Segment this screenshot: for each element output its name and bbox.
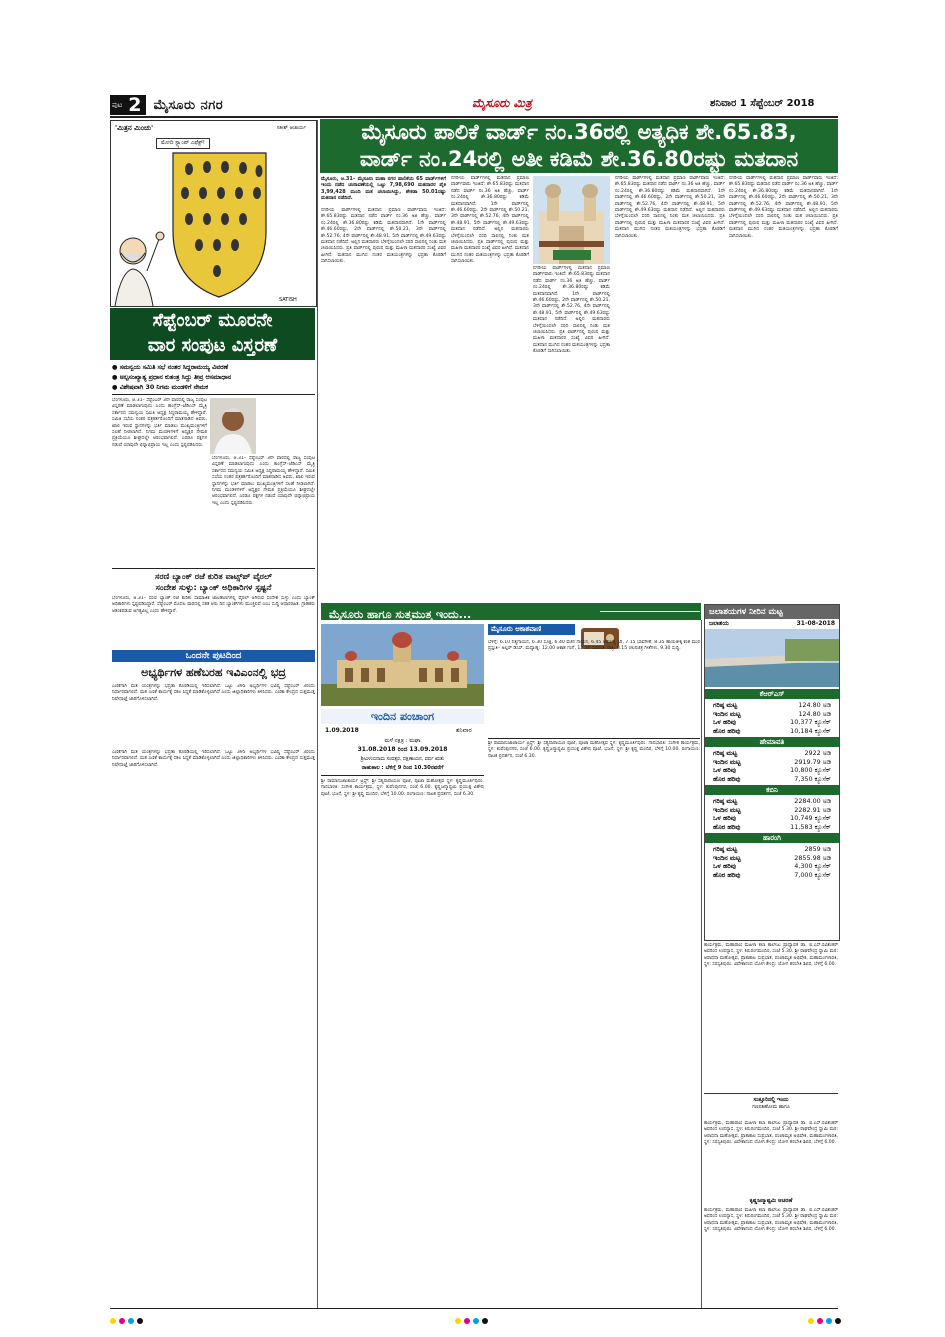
- events-col-1: ಶ್ರೀ ರಾಮಾನುಜಾಚಾರ್ಯ ಟ್ರಸ್ಟ್: ಶ್ರೀ ಸತ್ಯನಾರಾಯಣ ಪೂಜೆ, ಪೂಜಾ ಮಹೋತ್ಸವ ಸ್ಥಳ: ಕೃಷ್ಣಮೂರ್ತಿಪುರಂ. ಗಾನಭಾರತಿ: ಸಂಗೀತ ಕಾರ್ಯಕ್ರಮ, ಸ್ಥಳ: ಕುವೆಂಪುನಗರ, ಸಂಜೆ 6.00. ಕೃಷ್ಣಜನ್ಮಾಷ್ಟಮಿ ಪ್ರಯುಕ್ತ ವಿಶೇಷ ಪೂಜೆ, ಭಜನೆ, ಸ್ಥಳ: ಶ್ರೀ ಕೃಷ್ಣ ಮಂದಿರ, ಬೆಳಿಗ್ಗೆ 10.00. ರಂಗಾಯಣ: ನಾಟಕ ಪ್ರದರ್ಶನ, ಸಂಜೆ 6.30.: [321, 779, 484, 797]
- registration-marks-center: [455, 1318, 488, 1324]
- dam-row-label: ಒಳ ಹರಿವು: [713, 862, 737, 870]
- dam-row-label: ಇಂದಿನ ಮಟ್ಟ: [713, 757, 741, 766]
- cabinet-bullet-text: ಅಲ್ಪಸಂಖ್ಯಾತ್ಯ ಪ್ರಧಾನ ಕುತಂತ್ರ ಸಿದ್ದು ತೀವ್ರ ಆಸಮಾಧಾನ: [119, 374, 232, 381]
- dam-row-value: 4,300 ಕ್ಯೂಸೆಕ್: [794, 862, 831, 870]
- janmashtami-line: ಕೃಷ್ಣಜನ್ಮಾಷ್ಟಮಿ ಆಚರಣೆ: [749, 1198, 793, 1204]
- cabinet-bullet: ● ಅಲ್ಪಸಂಖ್ಯಾತ್ಯ ಪ್ರಧಾನ ಕುತಂತ್ರ ಸಿದ್ದು ತೀವ್ರ ಆಸಮಾಧಾನ: [112, 374, 232, 381]
- dam-row-value: 11,583 ಕ್ಯೂಸೆಕ್: [790, 822, 831, 831]
- dam-row-value: 2282.91 ಅಡಿ: [794, 805, 831, 814]
- cabinet-col-1: ಬೆಂಗಳೂರು, ಆ.31– ಸೆಪ್ಟೆಂಬರ್ 3ನೇ ವಾರದಲ್ಲಿ ರಾಜ್ಯ ಸಂಪುಟ ವಿಸ್ತರಣೆ ಮಾಡಲಾಗುವುದು ಎಂದು ಕಾಂಗ್ರೆಸ್–ಜೆಡಿಎಸ್ ಮೈತ್ರಿ ಸರ್ಕಾರದ ಸಮನ್ವಯ ಸಮಿತಿ ಅಧ್ಯಕ್ಷ ಸಿದ್ದರಾಮಯ್ಯ ಹೇಳಿದ್ದಾರೆ. ಸಮಿತಿ ಸಭೆಯ ನಂತರ ಪತ್ರಕರ್ತರೊಂದಿಗೆ ಮಾತನಾಡಿದ ಅವರು, ಖಾಲಿ ಇರುವ ಸ್ಥಾನಗಳನ್ನು ಭರ್ತಿ ಮಾಡಲು ಮುಖ್ಯಮಂತ್ರಿಗಳಿಗೆ ಸಲಹೆ ನೀಡಲಾಗಿದೆ. ನಿಗಮ ಮಂಡಳಿಗಳಿಗೆ ಅಧ್ಯಕ್ಷರ ನೇಮಕ ಪ್ರಕ್ರಿಯೆಯೂ ಶೀಘ್ರದಲ್ಲೇ ಆರಂಭವಾಗಲಿದೆ. ಎರಡೂ ಪಕ್ಷಗಳ ನಡುವೆ ಯಾವುದೇ ಭಿನ್ನಾಭಿಪ್ರಾಯ ಇಲ್ಲ ಎಂದು ಸ್ಪಷ್ಟಪಡಿಸಿದರು.: [112, 398, 207, 448]
- panchanga-day: ಶನಿವಾರ: [456, 727, 472, 734]
- cabinet-bullet: ● ಸಮನ್ವಯ ಸಮಿತಿ ಸಭೆ ನಂತರ ಸಿದ್ದರಾಮಯ್ಯ ವಿವರಣೆ: [112, 364, 229, 371]
- dam-row: [705, 710, 839, 719]
- dam-row-value: 7,350 ಕ್ಯೂಸೆಕ್: [794, 774, 831, 783]
- right-lower-body: ಕಾರ್ಯಕ್ರಮ, ಮಹಾರಾಣಿ ಮಹಿಳಾ ಕಲಾ ಕಾಲೇಜು ಪ್ರಾಧ್ಯಾಪಕ ಡಾ. ಬಿ.ಎಸ್.ರವಿಶಂಕರ್ ಅವರಿಂದ ಉಪನ್ಯಾಸ, ಸ್ಥಳ: ಕಿರುರಂಗಮಂದಿರ, ಸಂಜೆ 5.30. ಶ್ರೀ ರಾಘವೇಂದ್ರ ಸ್ವಾಮಿ ಮಠ: ಆರಾಧನಾ ಮಹೋತ್ಸವ, ಪ್ರಾತಃಕಾಲ ಸುಪ್ರಭಾತ, ಪಂಚಾಮೃತ ಅಭಿಷೇಕ, ಮಹಾಮಂಗಳಾರತಿ, ಸ್ಥಳ: ಸರಸ್ವತಿಪುರಂ. ವಿವೇಕಾನಂದ ಯೋಗ ಕೇಂದ್ರ: ಯೋಗ ತರಬೇತಿ ಶಿಬಿರ, ಬೆಳಿಗ್ಗೆ 6.00.: [704, 943, 838, 968]
- cartoon-box: [110, 120, 317, 307]
- suttur-line: ಗಣಪತಿಹೋಮ ಹಾಗೂ: [752, 1104, 790, 1110]
- cartoon-title: 'ಮಿತ್ರನ ಮಿಂಚು': [115, 124, 154, 132]
- dam-row-value: 2919.79 ಅಡಿ: [794, 757, 831, 766]
- dam-row-value: 10,800 ಕ್ಯೂಸೆಕ್: [790, 766, 831, 774]
- events-col-2: ಶ್ರೀ ರಾಮಾನುಜಾಚಾರ್ಯ ಟ್ರಸ್ಟ್: ಶ್ರೀ ಸತ್ಯನಾರಾಯಣ ಪೂಜೆ, ಪೂಜಾ ಮಹೋತ್ಸವ ಸ್ಥಳ: ಕೃಷ್ಣಮೂರ್ತಿಪುರಂ. ಗಾನಭಾರತಿ: ಸಂಗೀತ ಕಾರ್ಯಕ್ರಮ, ಸ್ಥಳ: ಕುವೆಂಪುನಗರ, ಸಂಜೆ 6.00. ಕೃಷ್ಣಜನ್ಮಾಷ್ಟಮಿ ಪ್ರಯುಕ್ತ ವಿಶೇಷ ಪೂಜೆ, ಭಜನೆ, ಸ್ಥಳ: ಶ್ರೀ ಕೃಷ್ಣ ಮಂದಿರ, ಬೆಳಿಗ್ಗೆ 10.00. ರಂಗಾಯಣ: ನಾಟಕ ಪ್ರದರ್ಶನ, ಸಂಜೆ 6.30.: [488, 741, 700, 759]
- mysore-palace-photo: [321, 624, 484, 706]
- bank-body: ಬೆಂಗಳೂರು, ಆ.31– ಸರಣಿ ಬ್ಯಾಂಕ್ ರಜೆ ಕುರಿತು ಸಾಮಾಜಿಕ ಜಾಲತಾಣಗಳಲ್ಲಿ ವೈರಲ್ ಆಗಿರುವ ಸಂದೇಶ ಸುಳ್ಳು ಎಂದು ಬ್ಯಾಂಕ್ ಅಧಿಕಾರಿಗಳು ಸ್ಪಷ್ಟಪಡಿಸಿದ್ದಾರೆ. ಸೆಪ್ಟೆಂಬರ್ ಮೊದಲ ವಾರದಲ್ಲಿ ಸತತ ಆರು ದಿನ ಬ್ಯಾಂಕ್‌ಗಳು ಮುಚ್ಚಲಿವೆ ಎಂಬ ಸುದ್ದಿ ಆಧಾರರಹಿತ. ಗ್ರಾಹಕರು ಆತಂಕಪಡುವ ಅಗತ್ಯವಿಲ್ಲ ಎಂದು ಹೇಳಿದ್ದಾರೆ.: [112, 596, 315, 614]
- dam-row-label: ಒಳ ಹರಿವು: [713, 814, 737, 822]
- registration-marks-right: [808, 1318, 841, 1324]
- cartoon-drawing: [111, 121, 316, 306]
- cabinet-col-2: ಬೆಂಗಳೂರು, ಆ.31– ಸೆಪ್ಟೆಂಬರ್ 3ನೇ ವಾರದಲ್ಲಿ ರಾಜ್ಯ ಸಂಪುಟ ವಿಸ್ತರಣೆ ಮಾಡಲಾಗುವುದು ಎಂದು ಕಾಂಗ್ರೆಸ್–ಜೆಡಿಎಸ್ ಮೈತ್ರಿ ಸರ್ಕಾರದ ಸಮನ್ವಯ ಸಮಿತಿ ಅಧ್ಯಕ್ಷ ಸಿದ್ದರಾಮಯ್ಯ ಹೇಳಿದ್ದಾರೆ. ಸಮಿತಿ ಸಭೆಯ ನಂತರ ಪತ್ರಕರ್ತರೊಂದಿಗೆ ಮಾತನಾಡಿದ ಅವರು, ಖಾಲಿ ಇರುವ ಸ್ಥಾನಗಳನ್ನು ಭರ್ತಿ ಮಾಡಲು ಮುಖ್ಯಮಂತ್ರಿಗಳಿಗೆ ಸಲಹೆ ನೀಡಲಾಗಿದೆ. ನಿಗಮ ಮಂಡಳಿಗಳಿಗೆ ಅಧ್ಯಕ್ಷರ ನೇಮಕ ಪ್ರಕ್ರಿಯೆಯೂ ಶೀಘ್ರದಲ್ಲೇ ಆರಂಭವಾಗಲಿದೆ. ಎರಡೂ ಪಕ್ಷಗಳ ನಡುವೆ ಯಾವುದೇ ಭಿನ್ನಾಭಿಪ್ರಾಯ ಇಲ್ಲ ಎಂದು ಸ್ಪಷ್ಟಪಡಿಸಿದರು.: [212, 456, 315, 506]
- dam-row-label: ಹೊರ ಹರಿವು: [713, 774, 741, 783]
- odane-body-2: ಎಣಿಕೆಗಾಗಿ ಮತ ಯಂತ್ರಗಳನ್ನು ಭದ್ರತಾ ಕೊಠಡಿಯಲ್ಲಿ ಇರಿಸಲಾಗಿದೆ. ಒಟ್ಟು 395 ಅಭ್ಯರ್ಥಿಗಳ ಭವಿಷ್ಯ ಸೆಪ್ಟೆಂಬರ್ 3ರಂದು ನಿರ್ಧಾರವಾಗಲಿದೆ. ಮತ ಎಣಿಕೆ ಕಾರ್ಯಕ್ಕೆ ಸಕಲ ಸಿದ್ಧತೆ ಮಾಡಿಕೊಳ್ಳಲಾಗಿದೆ ಎಂದು ಜಿಲ್ಲಾಧಿಕಾರಿಗಳು ತಿಳಿಸಿದರು. ಎಣಿಕಾ ಕೇಂದ್ರದ ಸುತ್ತಮುತ್ತ ನಿಷೇಧಾಜ್ಞೆ ಜಾರಿಗೊಳಿಸಲಾಗಿದೆ.: [112, 750, 315, 768]
- local-title-rule: [600, 611, 700, 612]
- dam-photo: [705, 629, 839, 687]
- cartoon-artist: ಸತೀಶ್ ಆಚಾರ್ಯ: [276, 125, 306, 131]
- bank-rule: [112, 568, 315, 569]
- dam-row-label: ಒಳ ಹರಿವು: [713, 718, 737, 726]
- dam-row: [705, 854, 839, 863]
- dam-row: [705, 862, 839, 871]
- dam-row: [705, 814, 839, 823]
- masthead: ಮೈಸೂರು ಮಿತ್ರ: [472, 96, 532, 110]
- bank-headline-line2: ಸಂದೇಶ ಸುಳ್ಳು: ಬ್ಯಾಂಕ್ ಅಧಿಕಾರಿಗಳ ಸ್ಪಷ್ಟನೆ: [155, 582, 272, 592]
- panchanga-title: ಇಂದಿನ ಪಂಚಾಂಗ: [321, 709, 484, 724]
- col-rule-left: [317, 120, 318, 1308]
- dam-row-value: 124.80 ಅಡಿ: [798, 709, 831, 718]
- page-number-box: [110, 95, 223, 115]
- dam-row: [705, 845, 839, 854]
- dam-name: ಕಬಿನಿ: [705, 785, 839, 795]
- dam-row-label: ಹೊರ ಹರಿವು: [713, 822, 741, 831]
- dam-name: ಹೇಮಾವತಿ: [705, 737, 839, 747]
- radio-rule: [488, 738, 700, 739]
- odane-headline: ಅಭ್ಯರ್ಥಿಗಳ ಹಣೆಬರಹ ಇವಿಎಂನಲ್ಲಿ ಭದ್ರ: [141, 666, 286, 679]
- cabinet-bullet: ● ವಿಶೇಷವಾಗಿ 30 ನಿಗಮ ಮಂಡಳಿಗೆ ನೇಮಕ: [112, 384, 208, 391]
- col-rule-right: [701, 620, 702, 1308]
- cabinet-bullets: [112, 363, 315, 393]
- dam-row-label: ಒಳ ಹರಿವು: [713, 766, 737, 774]
- radio-body: ಬೆಳಿಗ್ಗೆ: 6.10 ನಿತ್ಯಗಾಯನ, 6.30 ಸೂಕ್ತಿ, 6.40 ವಚನ ಗಾಯನ, 6.45 ಆರೋಗ್ಯ ಸಿರಿ, 7.15 ಭಾವಗೀತೆ, 8.35 ಹಾಯಿತೀಕ್ಕ ಕಂತ ಮುರ ಪ್ರಸ್ತುತಿ– ಅಲ್ಪರ್ ಡಿಸಿಸ್. ಮಧ್ಯಾಹ್ನ: 12.00 ಆಕಾಶ ಗಂಗೆ, 12.30 ಸವಿನುಡಿ. ರಾತ್ರಿ: 8.15 ಚಲನಚಿತ್ರ ಗೀತೆಗಳು, 9.30 ಸುದ್ದಿ.: [488, 640, 700, 652]
- dam-row-value: 10,749 ಕ್ಯೂಸೆಕ್: [790, 814, 831, 822]
- dam-row-value: 7,000 ಕ್ಯೂಸೆಕ್: [794, 870, 831, 879]
- dam-row-label: ಇಂದಿನ ಮಟ್ಟ: [713, 853, 741, 862]
- cabinet-headline-line1: ಸೆಪ್ಟೆಂಬರ್ ಮೂರನೇ: [152, 310, 273, 331]
- dam-name: ಹಾರಂಗಿ: [705, 833, 839, 843]
- dam-row: [705, 871, 839, 880]
- dam-row-value: 10,377 ಕ್ಯೂಸೆಕ್: [790, 718, 831, 726]
- lead-col-1: ನಗರೀಯ ವಾರ್ಡ್‌ಗಳಲ್ಲಿ ಮತದಾನ ಪ್ರಮಾಣ ವಾರ್ಡ್‌ವಾರು ಇಂತಿದೆ: ಶೇ.65.83ರಷ್ಟು ಮತದಾನ ನಡೆದ ವಾರ್ಡ್ ನಂ.36 ಅತಿ ಹೆಚ್ಚು, ವಾರ್ಡ್ ನಂ.24ರಲ್ಲಿ ಶೇ.36.80ರಷ್ಟು ಕಡಿಮೆ ಮತದಾನವಾಗಿದೆ. 1ನೇ ವಾರ್ಡ್‌ನಲ್ಲಿ ಶೇ.46.60ರಷ್ಟು, 2ನೇ ವಾರ್ಡ್‌ನಲ್ಲಿ ಶೇ.50.21, 3ನೇ ವಾರ್ಡ್‌ನಲ್ಲಿ ಶೇ.52.76, 4ನೇ ವಾರ್ಡ್‌ನಲ್ಲಿ ಶೇ.48.91, 5ನೇ ವಾರ್ಡ್‌ನಲ್ಲಿ ಶೇ.49.63ರಷ್ಟು ಮತದಾನ ನಡೆದಿದೆ. ಅಲ್ಲಿನ ಮತದಾರರು ಬೆಳಿಗ್ಗೆಯಿಂದಲೇ ಸರದಿ ಸಾಲಿನಲ್ಲಿ ನಿಂತು ಮತ ಚಲಾಯಿಸಿದರು. ಪ್ರತಿ ವಾರ್ಡ್‌ನಲ್ಲಿ ಪುರುಷ ಮತ್ತು ಮಹಿಳಾ ಮತದಾರರ ಸಂಖ್ಯೆ ವಿವರ ಹೀಗಿದೆ. ಮತದಾನ ಮುಗಿದ ನಂತರ ಮತಯಂತ್ರಗಳನ್ನು ಭದ್ರತಾ ಕೊಠಡಿಗೆ ಸಾಗಿಸಲಾಯಿತು.: [321, 208, 446, 265]
- dam-row-label: ಗರಿಷ್ಠ ಮಟ್ಟ: [713, 797, 738, 805]
- cabinet-rule: [112, 394, 315, 395]
- dam-row-value: 2922 ಅಡಿ: [804, 749, 831, 757]
- cabinet-bullet-text: ಸಮನ್ವಯ ಸಮಿತಿ ಸಭೆ ನಂತರ ಸಿದ್ದರಾಮಯ್ಯ ವಿವರಣೆ: [119, 364, 229, 371]
- dam-row: [705, 766, 839, 775]
- right-lower-body-2: ಕಾರ್ಯಕ್ರಮ, ಮಹಾರಾಣಿ ಮಹಿಳಾ ಕಲಾ ಕಾಲೇಜು ಪ್ರಾಧ್ಯಾಪಕ ಡಾ. ಬಿ.ಎಸ್.ರವಿಶಂಕರ್ ಅವರಿಂದ ಉಪನ್ಯಾಸ, ಸ್ಥಳ: ಕಿರುರಂಗಮಂದಿರ, ಸಂಜೆ 5.30. ಶ್ರೀ ರಾಘವೇಂದ್ರ ಸ್ವಾಮಿ ಮಠ: ಆರಾಧನಾ ಮಹೋತ್ಸವ, ಪ್ರಾತಃಕಾಲ ಸುಪ್ರಭಾತ, ಪಂಚಾಮೃತ ಅಭಿಷೇಕ, ಮಹಾಮಂಗಳಾರತಿ, ಸ್ಥಳ: ಸರಸ್ವತಿಪುರಂ. ವಿವೇಕಾನಂದ ಯೋಗ ಕೇಂದ್ರ: ಯೋಗ ತರಬೇತಿ ಶಿಬಿರ, ಬೆಳಿಗ್ಗೆ 6.00.: [704, 1121, 838, 1146]
- page-label: ಪುಟ: [110, 95, 124, 115]
- lead-col-2: ನಗರೀಯ ವಾರ್ಡ್‌ಗಳಲ್ಲಿ ಮತದಾನ ಪ್ರಮಾಣ ವಾರ್ಡ್‌ವಾರು ಇಂತಿದೆ: ಶೇ.65.83ರಷ್ಟು ಮತದಾನ ನಡೆದ ವಾರ್ಡ್ ನಂ.36 ಅತಿ ಹೆಚ್ಚು, ವಾರ್ಡ್ ನಂ.24ರಲ್ಲಿ ಶೇ.36.80ರಷ್ಟು ಕಡಿಮೆ ಮತದಾನವಾಗಿದೆ. 1ನೇ ವಾರ್ಡ್‌ನಲ್ಲಿ ಶೇ.46.60ರಷ್ಟು, 2ನೇ ವಾರ್ಡ್‌ನಲ್ಲಿ ಶೇ.50.21, 3ನೇ ವಾರ್ಡ್‌ನಲ್ಲಿ ಶೇ.52.76, 4ನೇ ವಾರ್ಡ್‌ನಲ್ಲಿ ಶೇ.48.91, 5ನೇ ವಾರ್ಡ್‌ನಲ್ಲಿ ಶೇ.49.63ರಷ್ಟು ಮತದಾನ ನಡೆದಿದೆ. ಅಲ್ಲಿನ ಮತದಾರರು ಬೆಳಿಗ್ಗೆಯಿಂದಲೇ ಸರದಿ ಸಾಲಿನಲ್ಲಿ ನಿಂತು ಮತ ಚಲಾಯಿಸಿದರು. ಪ್ರತಿ ವಾರ್ಡ್‌ನಲ್ಲಿ ಪುರುಷ ಮತ್ತು ಮಹಿಳಾ ಮತದಾರರ ಸಂಖ್ಯೆ ವಿವರ ಹೀಗಿದೆ. ಮತದಾನ ಮುಗಿದ ನಂತರ ಮತಯಂತ್ರಗಳನ್ನು ಭದ್ರತಾ ಕೊಠಡಿಗೆ ಸಾಗಿಸಲಾಯಿತು.: [451, 176, 529, 265]
- dam-row: [705, 701, 839, 710]
- cartoon-banner: ಮೋದಿ ಸ್ಟ್ಯಾಂಪ್ ಎಫೆಕ್ಟ್!: [156, 138, 210, 149]
- reservoir-box: [704, 604, 840, 941]
- bank-headline-line1: ಸರಣಿ ಬ್ಯಾಂಕ್ ರಜೆ ಕುರಿತ ವಾಟ್ಸ್‌ಪ್ ವೈರಲ್: [155, 571, 272, 581]
- dam-tables: [705, 689, 839, 879]
- panchanga-line1: ಮಳೆ ನಕ್ಷತ್ರ : ಮಘಾ: [384, 738, 421, 744]
- dam-row-label: ಗರಿಷ್ಠ ಮಟ್ಟ: [713, 701, 738, 709]
- lead-col-3: ನಗರೀಯ ವಾರ್ಡ್‌ಗಳಲ್ಲಿ ಮತದಾನ ಪ್ರಮಾಣ ವಾರ್ಡ್‌ವಾರು ಇಂತಿದೆ: ಶೇ.65.83ರಷ್ಟು ಮತದಾನ ನಡೆದ ವಾರ್ಡ್ ನಂ.36 ಅತಿ ಹೆಚ್ಚು, ವಾರ್ಡ್ ನಂ.24ರಲ್ಲಿ ಶೇ.36.80ರಷ್ಟು ಕಡಿಮೆ ಮತದಾನವಾಗಿದೆ. 1ನೇ ವಾರ್ಡ್‌ನಲ್ಲಿ ಶೇ.46.60ರಷ್ಟು, 2ನೇ ವಾರ್ಡ್‌ನಲ್ಲಿ ಶೇ.50.21, 3ನೇ ವಾರ್ಡ್‌ನಲ್ಲಿ ಶೇ.52.76, 4ನೇ ವಾರ್ಡ್‌ನಲ್ಲಿ ಶೇ.48.91, 5ನೇ ವಾರ್ಡ್‌ನಲ್ಲಿ ಶೇ.49.63ರಷ್ಟು ಮತದಾನ ನಡೆದಿದೆ. ಅಲ್ಲಿನ ಮತದಾರರು ಬೆಳಿಗ್ಗೆಯಿಂದಲೇ ಸರದಿ ಸಾಲಿನಲ್ಲಿ ನಿಂತು ಮತ ಚಲಾಯಿಸಿದರು. ಪ್ರತಿ ವಾರ್ಡ್‌ನಲ್ಲಿ ಪುರುಷ ಮತ್ತು ಮಹಿಳಾ ಮತದಾರರ ಸಂಖ್ಯೆ ವಿವರ ಹೀಗಿದೆ. ಮತದಾನ ಮುಗಿದ ನಂತರ ಮತಯಂತ್ರಗಳನ್ನು ಭದ್ರತಾ ಕೊಠಡಿಗೆ ಸಾಗಿಸಲಾಯಿತು.: [533, 266, 610, 355]
- dam-row-value: 10,184 ಕ್ಯೂಸೆಕ್: [790, 726, 831, 735]
- dam-row-value: 2859 ಅಡಿ: [804, 845, 831, 853]
- bank-headline: [112, 571, 315, 593]
- dam-row: [705, 797, 839, 806]
- dam-row-value: 2284.00 ಅಡಿ: [794, 797, 831, 805]
- cabinet-bullet-text: ವಿಶೇಷವಾಗಿ 30 ನಿಗಮ ಮಂಡಳಿಗೆ ನೇಮಕ: [119, 384, 208, 391]
- odane-body: ಎಣಿಕೆಗಾಗಿ ಮತ ಯಂತ್ರಗಳನ್ನು ಭದ್ರತಾ ಕೊಠಡಿಯಲ್ಲಿ ಇರಿಸಲಾಗಿದೆ. ಒಟ್ಟು 395 ಅಭ್ಯರ್ಥಿಗಳ ಭವಿಷ್ಯ ಸೆಪ್ಟೆಂಬರ್ 3ರಂದು ನಿರ್ಧಾರವಾಗಲಿದೆ. ಮತ ಎಣಿಕೆ ಕಾರ್ಯಕ್ಕೆ ಸಕಲ ಸಿದ್ಧತೆ ಮಾಡಿಕೊಳ್ಳಲಾಗಿದೆ ಎಂದು ಜಿಲ್ಲಾಧಿಕಾರಿಗಳು ತಿಳಿಸಿದರು. ಎಣಿಕಾ ಕೇಂದ್ರದ ಸುತ್ತಮುತ್ತ ನಿಷೇಧಾಜ್ಞೆ ಜಾರಿಗೊಳಿಸಲಾಗಿದೆ.: [112, 684, 315, 702]
- right-lower-body-3: ಕಾರ್ಯಕ್ರಮ, ಮಹಾರಾಣಿ ಮಹಿಳಾ ಕಲಾ ಕಾಲೇಜು ಪ್ರಾಧ್ಯಾಪಕ ಡಾ. ಬಿ.ಎಸ್.ರವಿಶಂಕರ್ ಅವರಿಂದ ಉಪನ್ಯಾಸ, ಸ್ಥಳ: ಕಿರುರಂಗಮಂದಿರ, ಸಂಜೆ 5.30. ಶ್ರೀ ರಾಘವೇಂದ್ರ ಸ್ವಾಮಿ ಮಠ: ಆರಾಧನಾ ಮಹೋತ್ಸವ, ಪ್ರಾತಃಕಾಲ ಸುಪ್ರಭಾತ, ಪಂಚಾಮೃತ ಅಭಿಷೇಕ, ಮಹಾಮಂಗಳಾರತಿ, ಸ್ಥಳ: ಸರಸ್ವತಿಪುರಂ. ವಿವೇಕಾನಂದ ಯೋಗ ಕೇಂದ್ರ: ಯೋಗ ತರಬೇತಿ ಶಿಬಿರ, ಬೆಳಿಗ್ಗೆ 6.00.: [704, 1208, 838, 1233]
- panchanga-line2: 31.08.2018 ರಿಂದ 13.09.2018: [357, 746, 448, 753]
- dam-row-label: ಇಂದಿನ ಮಟ್ಟ: [713, 805, 741, 814]
- lead-headline-box: [320, 119, 838, 173]
- dam-row: [705, 718, 839, 727]
- reservoir-date: 31-08-2018: [796, 620, 835, 627]
- dam-row: [705, 749, 839, 758]
- page-number: 2: [124, 95, 145, 115]
- dam-row-label: ಗರಿಷ್ಠ ಮಟ್ಟ: [713, 845, 738, 853]
- dam-row-value: 2855.98 ಅಡಿ: [794, 853, 831, 862]
- dam-row: [705, 758, 839, 767]
- panchanga-line4: ರಾಹುಕಾಲ : ಬೆಳಿಗ್ಗೆ 9 ರಿಂದ 10.30ರವರೆಗೆ: [361, 765, 444, 771]
- panchanga-line3: ಶ್ರೀವಿಳಂಬಿನಾಮ ಸಂವತ್ಸರ, ದಕ್ಷಿಣಾಯನ, ವರ್ಷ ಋತು: [360, 757, 445, 762]
- dam-row-label: ಹೊರ ಹರಿವು: [713, 726, 741, 735]
- dam-row: [705, 775, 839, 784]
- dam-row-label: ಇಂದಿನ ಮಟ್ಟ: [713, 709, 741, 718]
- dam-row-label: ಗರಿಷ್ಠ ಮಟ್ಟ: [713, 749, 738, 757]
- man-figure: [115, 232, 164, 306]
- reservoir-title: ಜಲಾಶಯಗಳ ನೀರಿನ ಮಟ್ಟ: [705, 605, 839, 619]
- registration-marks-left: [110, 1318, 143, 1324]
- lead-col-4: ನಗರೀಯ ವಾರ್ಡ್‌ಗಳಲ್ಲಿ ಮತದಾನ ಪ್ರಮಾಣ ವಾರ್ಡ್‌ವಾರು ಇಂತಿದೆ: ಶೇ.65.83ರಷ್ಟು ಮತದಾನ ನಡೆದ ವಾರ್ಡ್ ನಂ.36 ಅತಿ ಹೆಚ್ಚು, ವಾರ್ಡ್ ನಂ.24ರಲ್ಲಿ ಶೇ.36.80ರಷ್ಟು ಕಡಿಮೆ ಮತದಾನವಾಗಿದೆ. 1ನೇ ವಾರ್ಡ್‌ನಲ್ಲಿ ಶೇ.46.60ರಷ್ಟು, 2ನೇ ವಾರ್ಡ್‌ನಲ್ಲಿ ಶೇ.50.21, 3ನೇ ವಾರ್ಡ್‌ನಲ್ಲಿ ಶೇ.52.76, 4ನೇ ವಾರ್ಡ್‌ನಲ್ಲಿ ಶೇ.48.91, 5ನೇ ವಾರ್ಡ್‌ನಲ್ಲಿ ಶೇ.49.63ರಷ್ಟು ಮತದಾನ ನಡೆದಿದೆ. ಅಲ್ಲಿನ ಮತದಾರರು ಬೆಳಿಗ್ಗೆಯಿಂದಲೇ ಸರದಿ ಸಾಲಿನಲ್ಲಿ ನಿಂತು ಮತ ಚಲಾಯಿಸಿದರು. ಪ್ರತಿ ವಾರ್ಡ್‌ನಲ್ಲಿ ಪುರುಷ ಮತ್ತು ಮಹಿಳಾ ಮತದಾರರ ಸಂಖ್ಯೆ ವಿವರ ಹೀಗಿದೆ. ಮತದಾನ ಮುಗಿದ ನಂತರ ಮತಯಂತ್ರಗಳನ್ನು ಭದ್ರತಾ ಕೊಠಡಿಗೆ ಸಾಗಿಸಲಾಯಿತು.: [615, 176, 725, 239]
- header-rule: [110, 116, 838, 118]
- dam-row: [705, 823, 839, 832]
- lead-intro: ಮೈಸೂರು, ಆ.31– ಮೈಸೂರು ಮಹಾ ನಗರ ಪಾಲಿಕೆಯ 65 ವಾರ್ಡ್‌ಗಳಿಗೆ ಇಂದು ನಡೆದ ಚುನಾವಣೆಯಲ್ಲಿ ಒಟ್ಟು 7,98,690 ಮತದಾರರ ಪೈಕಿ 3,99,428 ಮಂದಿ ಮತ ಚಲಾಯಿಸಿದ್ದು, ಶೇಕಡಾ 50.01ರಷ್ಟು ಮತದಾನ ನಡೆದಿದೆ.: [321, 176, 446, 201]
- odane-label: ಒಂದನೇ ಪುಟದಿಂದ: [112, 650, 315, 662]
- palike-building-photo: [533, 176, 610, 264]
- local-title: ಮೈಸೂರು ಹಾಗೂ ಸುತ್ತಮುತ್ತ ಇಂದು...: [329, 608, 472, 621]
- dam-row-label: ಹೊರ ಹರಿವು: [713, 870, 741, 879]
- page-bottom-rule: [110, 1308, 838, 1309]
- reservoir-label-col: ಜಲಾಶಯ: [709, 620, 729, 627]
- svg-text:SATISH: SATISH: [279, 297, 297, 303]
- radio-title: ಮೈಸೂರು ಆಕಾಶವಾಣಿ: [488, 624, 575, 635]
- suttur-title: ಸುತ್ತೂರಿನಲ್ಲಿ ಇಂದು: [753, 1097, 789, 1103]
- dam-row-value: 124.80 ಅಡಿ: [798, 701, 831, 709]
- cabinet-headline-line2: ವಾರ ಸಂಪುಟ ವಿಸ್ತರಣೆ: [147, 335, 278, 356]
- lead-headline-line2: ವಾರ್ಡ್ ನಂ.24ರಲ್ಲಿ ಅತೀ ಕಡಿಮೆ ಶೇ.36.80ರಷ್ಟು ಮತದಾನ: [359, 147, 799, 171]
- suttur-box: [704, 1093, 838, 1111]
- dam-row: [705, 727, 839, 736]
- lead-headline-line1: ಮೈಸೂರು ಪಾಲಿಕೆ ವಾರ್ಡ್ ನಂ.36ರಲ್ಲಿ ಅತ್ಯಧಿಕ ಶೇ.65.83,: [361, 120, 797, 144]
- lead-col-5: ನಗರೀಯ ವಾರ್ಡ್‌ಗಳಲ್ಲಿ ಮತದಾನ ಪ್ರಮಾಣ ವಾರ್ಡ್‌ವಾರು ಇಂತಿದೆ: ಶೇ.65.83ರಷ್ಟು ಮತದಾನ ನಡೆದ ವಾರ್ಡ್ ನಂ.36 ಅತಿ ಹೆಚ್ಚು, ವಾರ್ಡ್ ನಂ.24ರಲ್ಲಿ ಶೇ.36.80ರಷ್ಟು ಕಡಿಮೆ ಮತದಾನವಾಗಿದೆ. 1ನೇ ವಾರ್ಡ್‌ನಲ್ಲಿ ಶೇ.46.60ರಷ್ಟು, 2ನೇ ವಾರ್ಡ್‌ನಲ್ಲಿ ಶೇ.50.21, 3ನೇ ವಾರ್ಡ್‌ನಲ್ಲಿ ಶೇ.52.76, 4ನೇ ವಾರ್ಡ್‌ನಲ್ಲಿ ಶೇ.48.91, 5ನೇ ವಾರ್ಡ್‌ನಲ್ಲಿ ಶೇ.49.63ರಷ್ಟು ಮತದಾನ ನಡೆದಿದೆ. ಅಲ್ಲಿನ ಮತದಾರರು ಬೆಳಿಗ್ಗೆಯಿಂದಲೇ ಸರದಿ ಸಾಲಿನಲ್ಲಿ ನಿಂತು ಮತ ಚಲಾಯಿಸಿದರು. ಪ್ರತಿ ವಾರ್ಡ್‌ನಲ್ಲಿ ಪುರುಷ ಮತ್ತು ಮಹಿಳಾ ಮತದಾರರ ಸಂಖ್ಯೆ ವಿವರ ಹೀಗಿದೆ. ಮತದಾನ ಮುಗಿದ ನಂತರ ಮತಯಂತ್ರಗಳನ್ನು ಭದ್ರತಾ ಕೊಠಡಿಗೆ ಸಾಗಿಸಲಾಯಿತು.: [729, 176, 838, 239]
- dam-row: [705, 806, 839, 815]
- panchanga-date: 1.09.2018: [325, 727, 359, 734]
- dam-name: ಕೆಆರ್‌ಎಸ್: [705, 689, 839, 699]
- header-date: ಶನಿವಾರ 1 ಸೆಪ್ಟೆಂಬರ್ 2018: [710, 98, 815, 109]
- siddaramaiah-photo: [210, 398, 256, 454]
- panchanga-rule: [321, 775, 484, 776]
- cabinet-headline: [110, 308, 315, 360]
- section-title: ಮೈಸೂರು ನಗರ: [153, 97, 224, 113]
